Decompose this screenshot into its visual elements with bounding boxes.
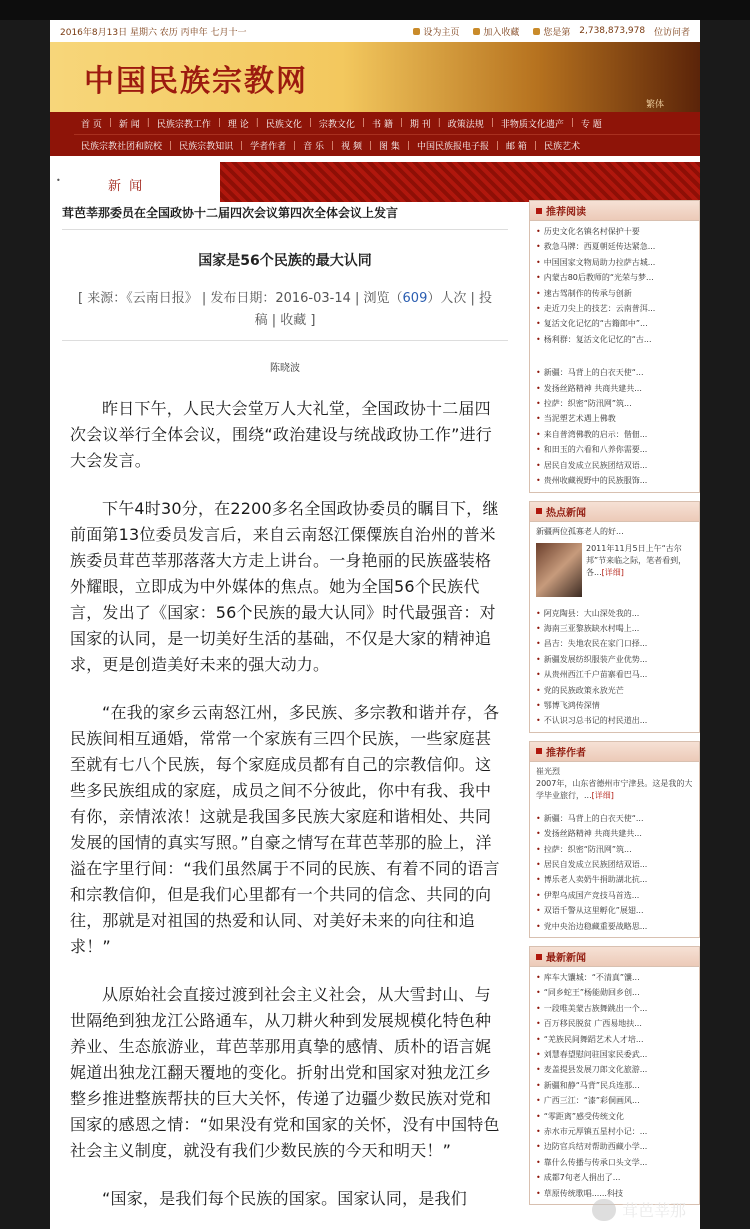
recommended-link[interactable]: • 杨利群：复活文化记忆的“古... [536, 332, 695, 347]
hot-news-link[interactable]: • 从贵州西江千户苗寨看巴马... [536, 667, 695, 682]
hot-news-link[interactable]: • 海南三亚黎族缺水村喝上... [536, 621, 695, 636]
latest-news-link[interactable]: • 广西三江：“漆”彩侗画风... [536, 1093, 695, 1108]
article-column [50, 200, 520, 1229]
nav-separator: | [570, 118, 574, 128]
latest-news-link[interactable]: • 一段唯美蒙古族舞跳出一个... [536, 1001, 695, 1016]
nav-link[interactable]: 民族艺术 [543, 142, 580, 152]
nav-link[interactable]: 宗教文化 [318, 119, 355, 130]
recommended-link[interactable]: • 中国国家文物局助力拉萨古城... [536, 255, 695, 270]
view-count: 609 [402, 291, 428, 306]
hot-news-link[interactable]: • 鄂博飞鸿传深情 [536, 698, 695, 713]
nav-separator: | [399, 118, 403, 128]
author-news-list [530, 808, 699, 937]
latest-news-link[interactable]: • 边防官兵结对帮助西藏小学... [536, 1139, 695, 1154]
recommended-link[interactable]: • 贵州收藏视野中的民族服饰... [536, 473, 695, 488]
star-icon [473, 28, 480, 35]
nav-separator: | [406, 140, 410, 151]
info-bar [50, 20, 700, 42]
article-paragraph: 从原始社会直接过渡到社会主义社会，从大雪封山、与世隔绝到独龙江公路通车，从刀耕火种到发展规模化特色种养业、生态旅游业，茸芭莘那用真挚的感情、质朴的语言娓娓道出独龙江翻天覆地的变化。折射出党和国家对独龙江乡整乡推进整族帮扶的巨大关怀，传递了边疆少数民族对党和国家的感恩之情：“如果没有党和国家的关怀，没有中国特色社会主义制度，就没有我们少数民族的今天和明天！” [70, 985, 500, 1160]
hot-news-top-link[interactable]: 新疆两位孤寡老人的好... [536, 526, 624, 536]
nav-separator: | [240, 140, 244, 151]
recommended-link[interactable]: • 新疆：马背上的白衣天使“... [536, 365, 695, 380]
nav-link[interactable]: 视 频 [341, 142, 362, 152]
recommended-link[interactable]: • 居民自发成立民族团结双语... [536, 458, 695, 473]
nav-row-2 [74, 134, 700, 156]
wechat-icon [592, 1199, 616, 1221]
nav-separator: | [255, 118, 259, 128]
recommended-link[interactable]: • 救急马牌：西夏朝廷传达紧急... [536, 239, 695, 254]
main-navigation [50, 112, 700, 156]
sidebar [529, 200, 700, 1229]
nav-separator: | [331, 140, 335, 151]
author-name[interactable]: 崔光烈 [536, 766, 560, 776]
nav-separator: | [293, 140, 297, 151]
article-paragraph: 下午4时30分，在2200多名全国政协委员的瞩目下，继前面第13位委员发言后，来自云南怒江傈僳族自治州的普米族委员茸芭莘那落落大方走上讲台。一身艳丽的民族盛装格外耀眼，立即成为中外媒体的焦点。她为全国56个民族代言，发出了《国家：56个民族的最大认同》时代最强音：对国家的认同，是一切美好生活的基础，不仅是大家的精神追求，更是创造美好未来的强大动力。 [70, 499, 499, 674]
author-news-link[interactable]: • 拉萨：织密“防汛网”筑... [536, 842, 695, 857]
nav-link[interactable]: 期 刊 [409, 119, 431, 130]
hot-news-link[interactable]: • 昌吉：失地农民在家门口择... [536, 636, 695, 651]
recommended-list-2 [530, 362, 699, 491]
article-meta: [ 来源：《云南日报》 | 发布日期：2016-03-14 | 浏览（609）人次 | 投稿 | 收藏 ] [77, 291, 493, 328]
recommended-link[interactable]: • 内蒙古80后教师的“光荣与梦... [536, 270, 695, 285]
current-date: 2016年8月13日 星期六 农历 丙申年 七月十一 [60, 27, 247, 38]
nav-separator: | [217, 118, 221, 128]
news-photo[interactable] [536, 543, 582, 597]
latest-news-box [529, 946, 700, 1205]
square-bullet-icon [536, 954, 542, 960]
section-tab [50, 162, 220, 202]
home-icon [413, 28, 420, 35]
hot-news-header: 热点新闻 [530, 502, 699, 522]
latest-news-link[interactable]: • 草原传统歌唱......科技 [536, 1186, 695, 1201]
nav-link[interactable]: 民族文化 [265, 119, 302, 130]
nav-link[interactable]: 图 集 [379, 142, 400, 152]
recommended-author-header: 推荐作者 [530, 742, 699, 762]
author-news-link[interactable]: • 党中央治边稳藏重要战略思... [536, 919, 695, 934]
recommended-link[interactable]: • 来自普湾佛教的启示：偕佃... [536, 427, 695, 442]
nav-link[interactable]: 首 页 [81, 119, 102, 130]
article-paragraph: “在我的家乡云南怒江州，多民族、多宗教和谐并存，各民族间相互通婚，常常一个家族有三四个民族，一些家庭甚至就有七八个民族，每个家庭成员都有自己的宗教信仰。这些多民族组成的家庭，成员之间不分彼此，你中有我、我中有你，亲情浓浓！这就是我国多民族大家庭和谐相处、共同发展的国情的真实写照。”自豪之情写在茸芭莘那的脸上，洋溢在字里行间：“我们虽然属于不同的民族、有着不同的语言和宗教信仰，但是我们心里都有一个共同的信念、共同的向往，那就是对祖国的热爱和认同、对美好未来的向往和追求！” [70, 703, 500, 956]
recommended-header: 推荐阅读 [530, 201, 699, 221]
nav-link[interactable]: 专 题 [580, 119, 602, 130]
article-headline: 国家是56个民族的最大认同 [198, 253, 372, 269]
nav-separator: | [169, 140, 173, 151]
latest-news-link[interactable]: • 刘慧春望慰问驻国家民委武... [536, 1047, 695, 1062]
recommended-link[interactable]: • 速古驾制作的传承与创新 [536, 286, 695, 301]
more-link[interactable]: [详细] [601, 567, 624, 577]
nav-link[interactable]: 新 闻 [118, 119, 140, 130]
author-news-link[interactable]: • 居民自发成立民族团结双语... [536, 857, 695, 872]
section-header [50, 162, 700, 202]
square-bullet-icon [536, 508, 542, 514]
nav-separator: | [437, 118, 441, 128]
divider [62, 340, 508, 341]
recommended-link[interactable]: • 发扬丝路精神 共商共建共... [536, 381, 695, 396]
divider [62, 229, 508, 230]
bullet-icon: • [56, 176, 61, 185]
hot-news-link[interactable]: • 阿克陶县：大山深处我的... [536, 606, 695, 621]
author-news-link[interactable]: • 双语千警从这里孵化”展翅... [536, 903, 695, 918]
article-page-title: 茸芭莘那委员在全国政协十二届四次会议第四次全体会议上发言 [62, 206, 399, 220]
latest-news-link[interactable]: • 成都7旬老人捐出了... [536, 1170, 695, 1185]
wechat-watermark: 茸芭莘那 [592, 1198, 686, 1221]
author-news-link[interactable]: • 新疆：马背上的白衣天使“... [536, 811, 695, 826]
nav-separator: | [490, 118, 494, 128]
latest-news-link[interactable]: • 赤水市元厚镇五星村小记：... [536, 1124, 695, 1139]
site-banner [50, 42, 700, 112]
recommended-link[interactable]: • 当泥塑艺术遇上佛教 [536, 411, 695, 426]
nav-link[interactable]: 民族宗教社团和院校 [81, 142, 163, 152]
latest-news-link[interactable]: • 百万移民脱贫 广西易地扶... [536, 1016, 695, 1031]
latest-news-link[interactable]: • “零距离”感受传统文化 [536, 1109, 695, 1124]
nav-link[interactable]: 民族宗教工作 [156, 119, 211, 130]
nav-link[interactable]: 理 论 [227, 119, 249, 130]
add-favorite-link[interactable]: 加入收藏 [473, 25, 519, 38]
site-logo[interactable]: 中国民族宗教网 [84, 64, 308, 99]
nav-row-1 [74, 112, 700, 134]
nav-separator: | [108, 118, 112, 128]
latest-news-header: 最新新闻 [530, 947, 699, 967]
recommended-author-box [529, 741, 700, 938]
section-title: 新 闻 [108, 179, 145, 194]
top-black-band [0, 0, 750, 20]
nav-separator: | [368, 140, 373, 151]
nav-separator: | [361, 118, 365, 128]
recommended-link[interactable]: • 拉萨：织密“防汛网”筑... [536, 396, 695, 411]
nav-link[interactable]: 非物质文化遗产 [500, 119, 564, 130]
user-icon [533, 28, 540, 35]
latest-news-link[interactable]: • 靠什么传播与传承口头文学... [536, 1155, 695, 1170]
hot-news-link[interactable]: • 不认识习总书记的村民道出... [536, 713, 695, 728]
recommended-link[interactable]: • 历史文化名镇名村保护十要 [536, 224, 695, 239]
article-body [62, 396, 508, 1212]
latest-news-link[interactable]: • 库车大馕城：“不清真”馕... [536, 970, 695, 985]
latest-news-link[interactable]: • “同乡蛇王”杨能勋回乡创... [536, 985, 695, 1000]
nav-link[interactable]: 邮 箱 [506, 142, 527, 152]
author-news-link[interactable]: • 发扬丝路精神 共商共建共... [536, 826, 695, 841]
recommended-link[interactable]: • 复活文化记忆的“古籍郎中”... [536, 316, 695, 331]
hot-news-link[interactable]: • 新疆发展纺织服装产业优势... [536, 652, 695, 667]
latest-news-list [530, 967, 699, 1204]
author-feature: 崔光烈 2007年，山东省德州市宁津县。这是我的大学毕业旅行，...[详细] [536, 766, 693, 800]
author-news-link[interactable]: • 博乐老人卖奶牛捐助湖北抗... [536, 872, 695, 887]
article-author: 陈晓波 [270, 363, 300, 374]
visitor-counter: 您是第 2,738,873,978 位访问者 [533, 25, 690, 38]
author-news-link[interactable]: • 伊犁乌成国产竞技马首选... [536, 888, 695, 903]
square-bullet-icon [536, 208, 542, 214]
set-home-link[interactable]: 设为主页 [413, 25, 459, 38]
latest-news-link[interactable]: • 麦盖提县发展刀郎文化旅游... [536, 1062, 695, 1077]
nav-separator: | [308, 118, 312, 128]
recommended-box [529, 200, 700, 493]
article-paragraph: “国家，是我们每个民族的国家。国家认同，是我们 [102, 1189, 467, 1208]
latest-news-link[interactable]: • 新疆和静“马背”民兵连那... [536, 1078, 695, 1093]
recommended-link[interactable]: • 走近刀尖上的技艺：云南普洱... [536, 301, 695, 316]
nav-link[interactable]: 音 乐 [303, 142, 325, 152]
web-page [50, 20, 700, 1229]
nav-link[interactable]: 学者作者 [250, 142, 287, 152]
article-paragraph: 昨日下午，人民大会堂万人大礼堂，全国政协十二届四次会议举行全体会议，围绕“政治建设与统战政协工作”进行大会发言。 [70, 399, 492, 470]
hot-news-link[interactable]: • 党的民族政策永放光芒 [536, 683, 695, 698]
nav-link[interactable]: 政策法规 [447, 119, 484, 130]
nav-link[interactable]: 中国民族报电子报 [416, 142, 489, 152]
nav-separator: | [495, 140, 500, 151]
hot-news-box [529, 501, 700, 733]
nav-separator: | [146, 118, 150, 128]
nav-link[interactable]: 民族宗教知识 [179, 142, 234, 152]
hot-news-feature: 2011年11月5日上午“古尔邦”节来临之际，笔者看到，各...[详细] [530, 537, 699, 603]
latest-news-link[interactable]: • “羌族民间舞蹈艺术人才培... [536, 1032, 695, 1047]
recommended-link[interactable]: • 和田玉的六看和八养你需要... [536, 442, 695, 457]
hot-news-list [530, 603, 699, 732]
nav-link[interactable]: 书 籍 [371, 119, 393, 130]
square-bullet-icon [536, 748, 542, 754]
nav-separator: | [533, 140, 537, 151]
traditional-chinese-link[interactable]: 繁体 [645, 100, 664, 110]
recommended-list-1 [530, 221, 699, 350]
more-link[interactable]: [详细] [591, 790, 614, 800]
